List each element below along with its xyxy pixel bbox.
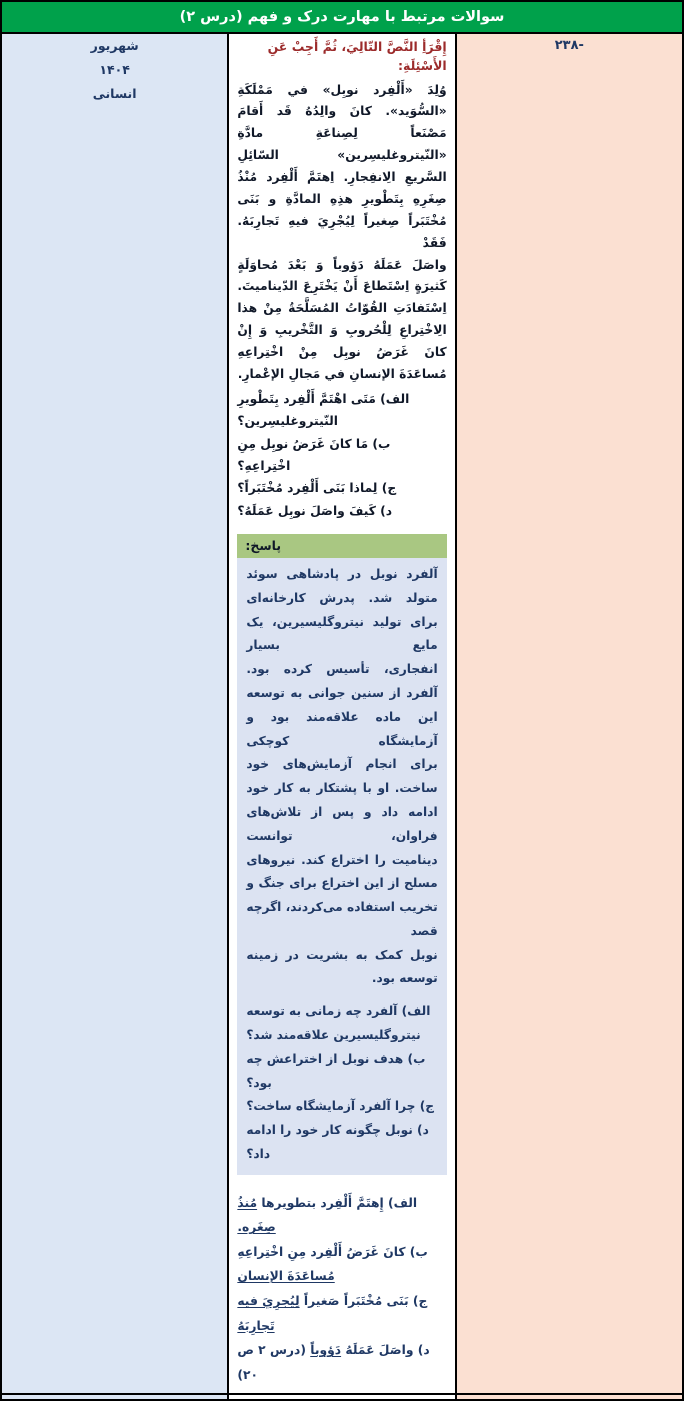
answer-sub-question-alef: الف) آلفرد چه زمانی به توسعه نیتروگلیسیرین علاقه‌مند شد؟ [246, 1004, 431, 1042]
next-row-period-cell [1, 1394, 228, 1400]
question-number: ۲۳۸- [554, 38, 584, 53]
banner-row [1, 1, 683, 33]
question-prompt: إِقْرَأِ النَّصَّ التّالِيَ، ثُمَّ أَجِبْ عَنِ الأَسْئِلَةِ: [267, 39, 447, 73]
answer-header [237, 534, 446, 558]
answer-key-underlined: لِيُجرِيَ فيه تَجارِبَهُ [237, 1294, 300, 1333]
answer-line: دینامیت را اختراع کند. نیروهای مسلح از این اختراع برای جنگ و تخریب استفاده می‌کردند، اگرچه قصد [246, 852, 438, 938]
answer-key-list [229, 1181, 454, 1394]
answer-key-prefix: ج) بَنَى مُخْتَبَراً صَغيراً [299, 1294, 428, 1309]
banner-title: سوالات مرتبط با مهارت درک و فهم (درس ۲) [179, 9, 505, 25]
period-year: ۱۴۰۴ [99, 61, 130, 77]
next-row-number-cell [456, 1394, 683, 1400]
question-sub-list [229, 388, 454, 528]
period-branch: انسانی [92, 85, 137, 101]
answer-key-suffix: (درس ۲ ص ۲۰) [237, 1343, 311, 1382]
answer-sub-question-dal: د) نوبل چگونه کار خود را ادامه داد؟ [246, 1123, 429, 1161]
answer-key-underlined: مُنذُ صِغَره. [237, 1195, 276, 1235]
next-row-body-cell [228, 1394, 455, 1400]
answer-key-prefix: الف) إِهتَمَّ أَلْفِرد بتطويرها [257, 1195, 418, 1210]
answer-sub-question-be: ب) هدف نوبل از اختراعش چه بود؟ [246, 1051, 426, 1090]
answer-key-item [237, 1289, 446, 1338]
answer-box [237, 534, 446, 1175]
answer-key-prefix: د) واصَلَ عَمَلَهُ [341, 1343, 430, 1358]
content-row [1, 33, 683, 1394]
answer-line: نوبل کمک به بشریت در زمینه توسعه بود. [246, 947, 438, 986]
answer-key-item [237, 1191, 446, 1240]
period-label [2, 34, 227, 105]
answer-paragraph [237, 558, 446, 998]
next-row-sliver [1, 1394, 683, 1400]
answer-key-underlined: دَؤوباً [310, 1343, 342, 1358]
answer-sub-question-jim: ج) چرا آلفرد آزمایشگاه ساخت؟ [246, 1099, 435, 1114]
sub-question-alef: الف) مَتَى اهْتَمَّ أَلْفِرد بِتَطْويرِ النّيتروغليسِرين؟ [237, 391, 410, 429]
passage-line: الِاخْتِراعِ لِلْحُروبِ وَ التَّخْريبِ وَ إِنْ كانَ غَرَضُ نوبِل مِنْ اخْتِراعِهِ مُساعَدَةَ الإنسانِ في مَجالِ الإعْمارِ. [237, 323, 447, 381]
question-number-cell [456, 33, 683, 1394]
sub-question-jim: ج) لِماذا بَنَى أَلْفِرد مُخْتَبَراً؟ [237, 481, 397, 496]
answer-key-item [237, 1240, 446, 1289]
answer-line: انفجاری، تأسیس کرده بود. آلفرد از سنین جوانی به توسعه این ماده علاقه‌مند بود و آزمایشگاه کوچکی [246, 662, 438, 748]
passage-line: وُلِدَ «أَلْفِرد نوبِل» في مَمْلَكَةِ «السُّوَيد». كانَ والِدُهُ قَد أَقامَ مَصْنَعاً لِصِناعَةِ مادَّةِ «النّيتروغليسِرين» السّائِلِ [237, 82, 447, 163]
answer-label: پاسخ: [245, 538, 282, 553]
answer-key-item [237, 1338, 446, 1387]
answer-block [229, 528, 454, 1181]
period-month: شهریور [90, 38, 139, 53]
reading-passage [229, 78, 454, 388]
answer-line: آلفرد نوبل در پادشاهی سوئد متولد شد. پدرش کارخانه‌ای برای تولید نیتروگلیسیرین، یک مایع بسیار [246, 567, 438, 653]
answer-key-underlined: مُساعَدَةَ الإنسان [237, 1269, 335, 1284]
passage-line: واصَلَ عَمَلَهُ دَؤوباً وَ بَعْدَ مُحاوَلَةٍ كَثيرَةٍ اِسْتَطاعَ أَنْ يَخْتَرِعَ الدّيناميتَ. اِسْتَفادَتِ القُوّاتُ المُسَلَّحَةُ مِنْ هذا [237, 257, 447, 316]
question-body-cell [228, 33, 455, 1394]
answer-key-prefix: ب) كانَ غَرَضُ أَلْفِرد مِنِ اخْتِراعِهِ [237, 1244, 428, 1259]
sub-question-dal: د) كَيفَ واصَلَ نوبِل عَمَلَهُ؟ [237, 503, 393, 518]
answer-sub-list [237, 998, 446, 1174]
period-cell [1, 33, 228, 1394]
sub-question-be: ب) مَا كانَ غَرَضُ نوبِل مِنِ اخْتِراعِهِ؟ [237, 436, 391, 473]
banner-cell [1, 1, 683, 33]
answer-line: برای انجام آزمایش‌های خود ساخت. او با پشتکار به کار خود ادامه داد و پس از تلاش‌های فراوان، توانست [246, 757, 438, 843]
passage-line: السَّريعِ الِانفِجارِ. اِهتَمَّ أَلْفِرد مُنْذُ صِغَرِهِ بِتَطْويرِ هذِهِ المادَّةِ و بَنَى مُخْتَبَراً صِغيراً لِيُجْرِيَ فيهِ تَجارِبَهُ. فَقَدْ [237, 170, 447, 250]
